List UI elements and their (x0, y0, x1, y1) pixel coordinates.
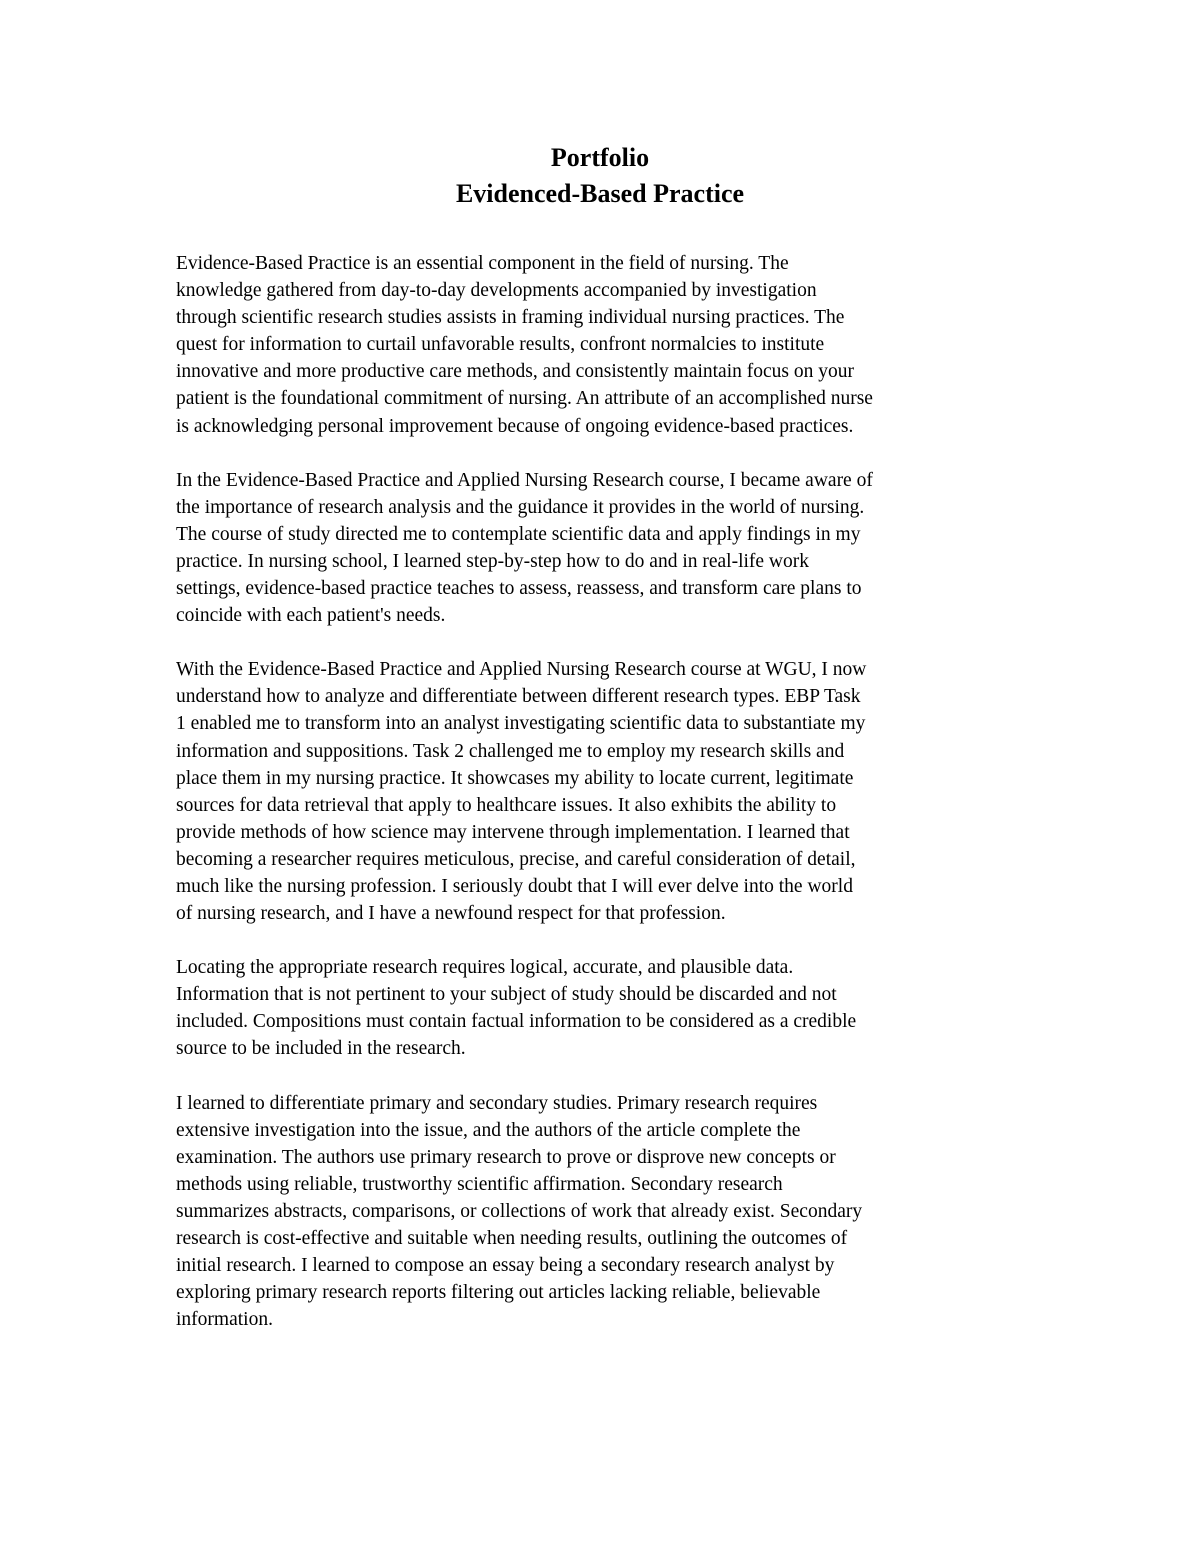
text-line: examination. The authors use primary research to prove or disprove new concepts or (176, 1146, 836, 1168)
text-line: of nursing research, and I have a newfound respect for that profession. (176, 903, 726, 925)
text-line: provide methods of how science may intervene through implementation. I learned that (176, 821, 850, 843)
text-line: much like the nursing profession. I seriously doubt that I will ever delve into the world (176, 875, 853, 897)
paragraph (176, 467, 1028, 630)
text-line: Information that is not pertinent to your subject of study should be discarded and not (176, 984, 837, 1006)
text-line: The course of study directed me to contemplate scientific data and apply findings in my (176, 523, 861, 545)
text-line: research is cost-effective and suitable when needing results, outlining the outcomes of (176, 1228, 848, 1249)
document-subtitle: Evidenced-Based Practice (455, 179, 745, 208)
document-body (176, 250, 1028, 1360)
document-title: Portfolio (550, 143, 650, 172)
text-line: the importance of research analysis and the guidance it provides in the world of nursing. (176, 496, 865, 518)
text-line: 1 enabled me to transform into an analyst investigating scientific data to substantiate my (176, 713, 866, 735)
text-line: methods using reliable, trustworthy scientific affirmation. Secondary research (176, 1173, 783, 1195)
paragraph (176, 954, 1028, 1062)
text-line: is acknowledging personal improvement because of ongoing evidence-based practices. (176, 415, 854, 437)
text-line: I learned to differentiate primary and secondary studies. Primary research requires (176, 1092, 818, 1114)
text-line: becoming a researcher requires meticulous, precise, and careful consideration of detail, (176, 848, 856, 870)
text-line: quest for information to curtail unfavorable results, confront normalcies to institute (176, 334, 825, 356)
text-line: knowledge gathered from day-to-day developments accompanied by investigation (176, 280, 817, 302)
text-line: innovative and more productive care methods, and consistently maintain focus on your (176, 361, 854, 383)
text-line: information. (176, 1309, 273, 1331)
text-line: understand how to analyze and differentiate between different research types. EBP Task (176, 686, 861, 708)
text-line: through scientific research studies assists in framing individual nursing practices. The (176, 307, 845, 329)
text-line: With the Evidence-Based Practice and Applied Nursing Research course at WGU, I now (176, 659, 867, 681)
text-line: Evidence-Based Practice is an essential component in the field of nursing. The (176, 253, 789, 274)
text-line: exploring primary research reports filtering out articles lacking reliable, believable (176, 1282, 821, 1304)
text-line: patient is the foundational commitment of nursing. An attribute of an accomplished nurse (176, 388, 873, 410)
text-line: settings, evidence-based practice teaches to assess, reassess, and transform care plans to (176, 578, 862, 600)
text-line: included. Compositions must contain factual information to be considered as a credible (176, 1011, 857, 1033)
paragraph (176, 656, 1028, 927)
text-line: sources for data retrieval that apply to healthcare issues. It also exhibits the ability to (176, 794, 837, 816)
title-block (0, 140, 1200, 212)
paragraph (176, 1090, 1028, 1334)
text-line: In the Evidence-Based Practice and Applied Nursing Research course, I became aware of (176, 469, 873, 491)
text-line: information and suppositions. Task 2 challenged me to employ my research skills and (176, 740, 845, 762)
text-line: initial research. I learned to compose an essay being a secondary research analyst by (176, 1255, 835, 1277)
text-line: place them in my nursing practice. It showcases my ability to locate current, legitimate (176, 767, 854, 789)
text-line: extensive investigation into the issue, and the authors of the article complete the (176, 1119, 801, 1141)
paragraph (176, 250, 1028, 440)
text-line: Locating the appropriate research requires logical, accurate, and plausible data. (176, 957, 794, 979)
text-line: source to be included in the research. (176, 1038, 466, 1060)
text-line: coincide with each patient's needs. (176, 605, 446, 627)
text-line: summarizes abstracts, comparisons, or collections of work that already exist. Secondary (176, 1200, 863, 1222)
text-line: practice. In nursing school, I learned step-by-step how to do and in real-life work (176, 550, 810, 572)
